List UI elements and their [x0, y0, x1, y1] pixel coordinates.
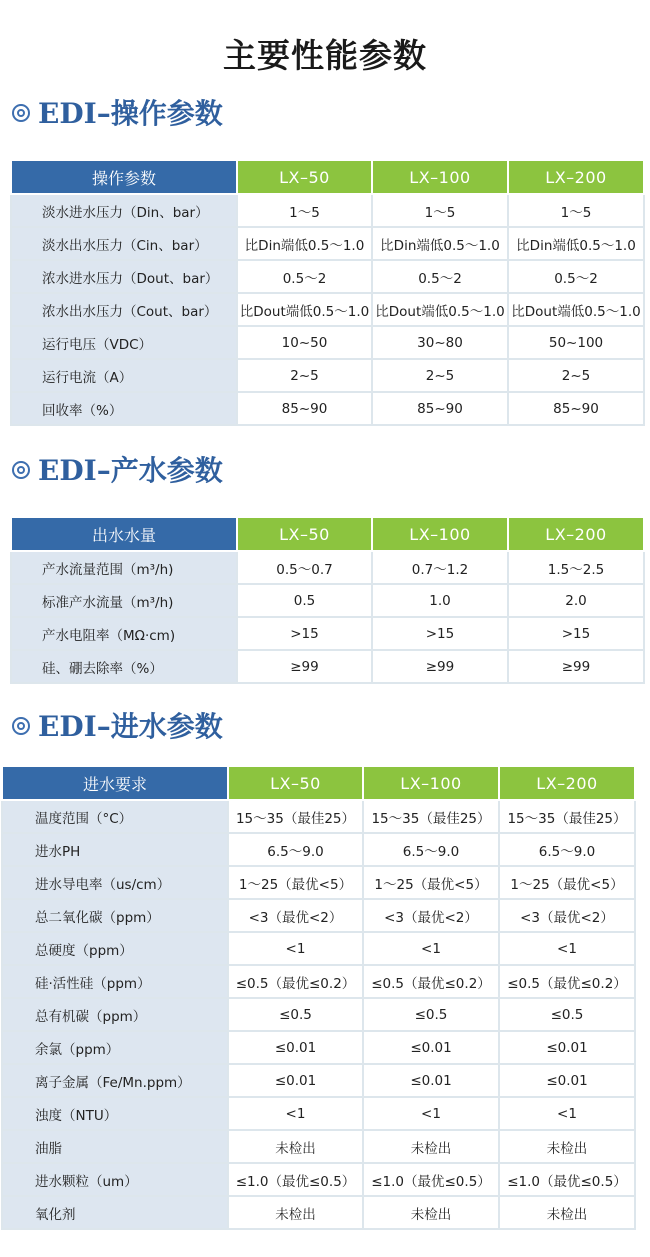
- param-value: <1: [499, 1097, 635, 1130]
- table-row: [11, 617, 644, 650]
- param-label: 标准产水流量（m³/h): [11, 584, 237, 617]
- param-value: <1: [499, 932, 635, 965]
- param-value: ≤0.5（最优≤0.2）: [499, 965, 635, 998]
- param-value: 10~50: [237, 326, 372, 359]
- param-value: 0.5～2: [372, 260, 508, 293]
- param-value: ≤0.5: [499, 998, 635, 1031]
- param-label: 进水颗粒（um）: [2, 1163, 228, 1196]
- header-cell: LX–50: [237, 160, 372, 194]
- target-icon: [12, 104, 30, 122]
- param-value: ≤1.0（最优≤0.5）: [499, 1163, 635, 1196]
- table-row: [2, 1031, 635, 1064]
- param-value: 2.0: [508, 584, 644, 617]
- table-header-row: [2, 766, 635, 800]
- param-value: 85~90: [508, 392, 644, 425]
- param-value: ≤0.01: [363, 1031, 499, 1064]
- operation-params-table: [10, 159, 645, 426]
- param-label: 温度范围（°C）: [2, 800, 228, 833]
- param-value: >15: [508, 617, 644, 650]
- param-value: 85~90: [237, 392, 372, 425]
- param-value: 30~80: [372, 326, 508, 359]
- param-value: 2~5: [237, 359, 372, 392]
- param-value: 比Dout端低0.5～1.0: [508, 293, 644, 326]
- param-value: 比Dout端低0.5～1.0: [372, 293, 508, 326]
- param-value: <3（最优<2）: [228, 899, 363, 932]
- table-header-row: [11, 160, 644, 194]
- section-title-text: EDI–进水参数: [38, 710, 223, 743]
- param-value: 未检出: [363, 1130, 499, 1163]
- param-value: 0.5～2: [237, 260, 372, 293]
- table-row: [11, 260, 644, 293]
- param-label: 浊度（NTU）: [2, 1097, 228, 1130]
- header-cell: LX–50: [228, 766, 363, 800]
- param-label: 余氯（ppm）: [2, 1031, 228, 1064]
- header-cell: 操作参数: [11, 160, 237, 194]
- param-value: 0.5～0.7: [237, 551, 372, 584]
- table-row: [2, 932, 635, 965]
- table-row: [2, 833, 635, 866]
- output-params-table: [10, 516, 645, 684]
- table-row: [2, 998, 635, 1031]
- section-title-output: [12, 449, 223, 489]
- param-value: ≤0.5（最优≤0.2）: [363, 965, 499, 998]
- param-value: ≤1.0（最优≤0.5）: [363, 1163, 499, 1196]
- param-value: 1～5: [508, 194, 644, 227]
- param-value: ≤1.0（最优≤0.5）: [228, 1163, 363, 1196]
- param-label: 离子金属（Fe/Mn.ppm）: [2, 1064, 228, 1097]
- param-label: 淡水出水压力（Cin、bar）: [11, 227, 237, 260]
- section-title-feed: [12, 705, 223, 745]
- table-row: [2, 1196, 635, 1229]
- param-value: ≤0.5: [363, 998, 499, 1031]
- table-row: [11, 293, 644, 326]
- param-value: >15: [237, 617, 372, 650]
- param-value: 0.5: [237, 584, 372, 617]
- param-label: 浓水出水压力（Cout、bar）: [11, 293, 237, 326]
- param-value: 0.7～1.2: [372, 551, 508, 584]
- param-value: 0.5～2: [508, 260, 644, 293]
- param-value: ≥99: [372, 650, 508, 683]
- header-cell: 进水要求: [2, 766, 228, 800]
- param-value: 85~90: [372, 392, 508, 425]
- param-value: 未检出: [363, 1196, 499, 1229]
- param-value: 15～35（最佳25）: [363, 800, 499, 833]
- param-value: <1: [363, 932, 499, 965]
- param-value: 1～5: [237, 194, 372, 227]
- table-row: [2, 866, 635, 899]
- header-cell: LX–50: [237, 517, 372, 551]
- param-value: <3（最优<2）: [363, 899, 499, 932]
- param-value: <1: [228, 932, 363, 965]
- param-value: ≤0.01: [363, 1064, 499, 1097]
- param-label: 硅·活性硅（ppm）: [2, 965, 228, 998]
- param-value: 比Din端低0.5～1.0: [372, 227, 508, 260]
- param-label: 浓水进水压力（Dout、bar）: [11, 260, 237, 293]
- param-value: 未检出: [228, 1130, 363, 1163]
- param-value: 6.5～9.0: [499, 833, 635, 866]
- param-value: ≤0.5: [228, 998, 363, 1031]
- header-cell: LX–100: [363, 766, 499, 800]
- param-value: 比Dout端低0.5～1.0: [237, 293, 372, 326]
- param-value: 2~5: [372, 359, 508, 392]
- header-cell: LX–100: [372, 160, 508, 194]
- param-label: 总硬度（ppm）: [2, 932, 228, 965]
- param-value: 1～25（最优<5）: [363, 866, 499, 899]
- table-row: [2, 965, 635, 998]
- param-value: 15～35（最佳25）: [499, 800, 635, 833]
- param-value: ≥99: [508, 650, 644, 683]
- param-label: 硅、硼去除率（%）: [11, 650, 237, 683]
- header-cell: LX–100: [372, 517, 508, 551]
- table-row: [11, 584, 644, 617]
- param-value: ≤0.01: [228, 1064, 363, 1097]
- table-row: [11, 359, 644, 392]
- param-value: <3（最优<2）: [499, 899, 635, 932]
- section-title-text: EDI–产水参数: [38, 454, 223, 487]
- param-label: 氧化剂: [2, 1196, 228, 1229]
- param-value: 15～35（最佳25）: [228, 800, 363, 833]
- param-label: 油脂: [2, 1130, 228, 1163]
- header-cell: LX–200: [508, 160, 644, 194]
- section-title-text: EDI–操作参数: [38, 97, 223, 130]
- param-value: ≤0.01: [499, 1064, 635, 1097]
- table-row: [2, 899, 635, 932]
- table-row: [2, 1097, 635, 1130]
- table-row: [2, 1163, 635, 1196]
- param-value: 未检出: [499, 1130, 635, 1163]
- table-row: [2, 1064, 635, 1097]
- header-cell: LX–200: [499, 766, 635, 800]
- param-value: 1～25（最优<5）: [499, 866, 635, 899]
- param-value: 比Din端低0.5～1.0: [508, 227, 644, 260]
- table-row: [11, 392, 644, 425]
- param-label: 运行电流（A）: [11, 359, 237, 392]
- param-value: ≥99: [237, 650, 372, 683]
- param-label: 淡水进水压力（Din、bar）: [11, 194, 237, 227]
- table-row: [2, 800, 635, 833]
- table-row: [11, 194, 644, 227]
- param-value: <1: [228, 1097, 363, 1130]
- param-label: 产水流量范围（m³/h): [11, 551, 237, 584]
- target-icon: [12, 717, 30, 735]
- param-value: 6.5～9.0: [228, 833, 363, 866]
- param-value: 1～5: [372, 194, 508, 227]
- param-value: ≤0.01: [499, 1031, 635, 1064]
- page-title: 主要性能参数: [223, 36, 427, 75]
- table-row: [2, 1130, 635, 1163]
- param-label: 进水PH: [2, 833, 228, 866]
- section-title-operation: [12, 92, 223, 132]
- param-value: ≤0.01: [228, 1031, 363, 1064]
- param-label: 总二氧化碳（ppm）: [2, 899, 228, 932]
- table-header-row: [11, 517, 644, 551]
- param-label: 产水电阻率（MΩ·cm): [11, 617, 237, 650]
- param-value: 50~100: [508, 326, 644, 359]
- param-value: 未检出: [499, 1196, 635, 1229]
- param-value: 6.5～9.0: [363, 833, 499, 866]
- table-row: [11, 227, 644, 260]
- param-value: 2~5: [508, 359, 644, 392]
- param-value: 比Din端低0.5～1.0: [237, 227, 372, 260]
- param-value: 1.5～2.5: [508, 551, 644, 584]
- param-value: 1.0: [372, 584, 508, 617]
- param-label: 总有机碳（ppm）: [2, 998, 228, 1031]
- table-row: [11, 326, 644, 359]
- param-label: 运行电压（VDC）: [11, 326, 237, 359]
- param-value: 未检出: [228, 1196, 363, 1229]
- table-row: [11, 551, 644, 584]
- target-icon: [12, 461, 30, 479]
- header-cell: 出水水量: [11, 517, 237, 551]
- param-value: ≤0.5（最优≤0.2）: [228, 965, 363, 998]
- header-cell: LX–200: [508, 517, 644, 551]
- param-value: 1～25（最优<5）: [228, 866, 363, 899]
- param-label: 进水导电率（us/cm）: [2, 866, 228, 899]
- param-label: 回收率（%）: [11, 392, 237, 425]
- table-row: [11, 650, 644, 683]
- feed-params-table: [1, 765, 636, 1230]
- param-value: >15: [372, 617, 508, 650]
- param-value: <1: [363, 1097, 499, 1130]
